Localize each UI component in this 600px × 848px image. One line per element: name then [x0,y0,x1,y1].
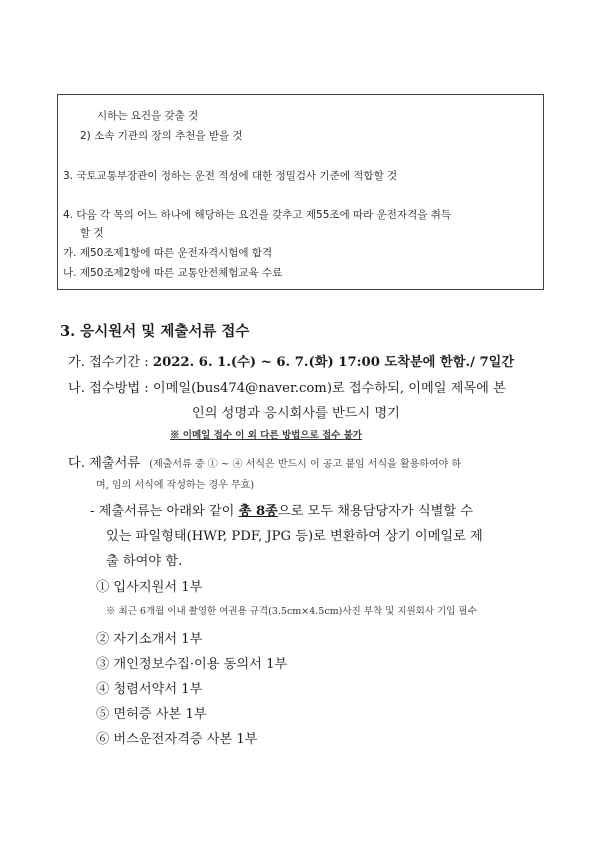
box-line-5: 가. 제50조제1항에 따른 운전자격시험에 합격 [63,247,273,259]
method-row [68,377,506,396]
box-line-4b: 할 것 [80,227,104,239]
period-row [68,351,514,370]
doc-item-1: ① 입사지원서 1부 [96,580,203,595]
doc-item-3: ③ 개인정보수집·이용 동의서 1부 [96,657,288,672]
total-count: 총 8종 [238,504,278,519]
method-label: 나. 접수방법 : [68,381,153,396]
method-line-1: 이메일(bus474@naver.com)로 접수하되, 이메일 제목에 본 [152,381,506,396]
section-heading: 3. 응시원서 및 제출서류 접수 [60,323,250,340]
docs-note-2: 며, 임의 서식에 작성하는 경우 무효) [96,480,255,491]
bullet-line-1: - 제출서류는 아래와 같이 총 8종으로 모두 채용담당자가 식별할 수 [90,504,473,519]
doc-item-5: ⑤ 면허증 사본 1부 [96,707,207,722]
bullet-line-3: 출 하여야 함. [106,554,183,569]
box-line-6: 나. 제50조제2항에 따른 교통안전체험교육 수료 [63,267,283,279]
docs-label: 다. 제출서류 [68,456,141,471]
method-note: ※ 이메일 접수 이 외 다른 방법으로 접수 불가 [170,430,362,441]
box-line-2: 2) 소속 기관의 장의 추천을 받을 것 [80,130,243,142]
docs-row [68,452,461,471]
period-label: 가. 접수기간 : [68,355,153,370]
period-value: 2022. 6. 1.(수) ~ 6. 7.(화) 17:00 도착분에 한함./ 7일간 [152,355,515,370]
doc-item-1-note: ※ 최근 6개월 이내 촬영한 여권용 규격(3.5cm×4.5cm)사진 부착 및 지원회사 기입 필수 [106,606,477,617]
doc-item-2: ② 자기소개서 1부 [96,632,203,647]
requirements-box [57,94,544,290]
method-line-2: 인의 성명과 응시회사를 반드시 명기 [192,406,400,421]
box-line-1: 시하는 요건을 갖출 것 [97,110,199,122]
box-line-3: 3. 국토교통부장관이 정하는 운전 적성에 대한 정밀검사 기준에 적합할 것 [63,170,398,182]
box-line-4a: 4. 다음 각 목의 어느 하나에 해당하는 요건을 갖추고 제55조에 따라 운전자격을 취득 [63,209,452,221]
doc-item-4: ④ 청렴서약서 1부 [96,682,203,697]
docs-note-1: (제출서류 중 ① ~ ④ 서식은 반드시 이 공고 붙임 서식을 활용하여야 하 [149,459,462,470]
bullet-line-2: 있는 파일형태(HWP, PDF, JPG 등)로 변환하여 상기 이메일로 제 [106,529,483,544]
doc-item-6: ⑥ 버스운전자격증 사본 1부 [96,732,258,747]
